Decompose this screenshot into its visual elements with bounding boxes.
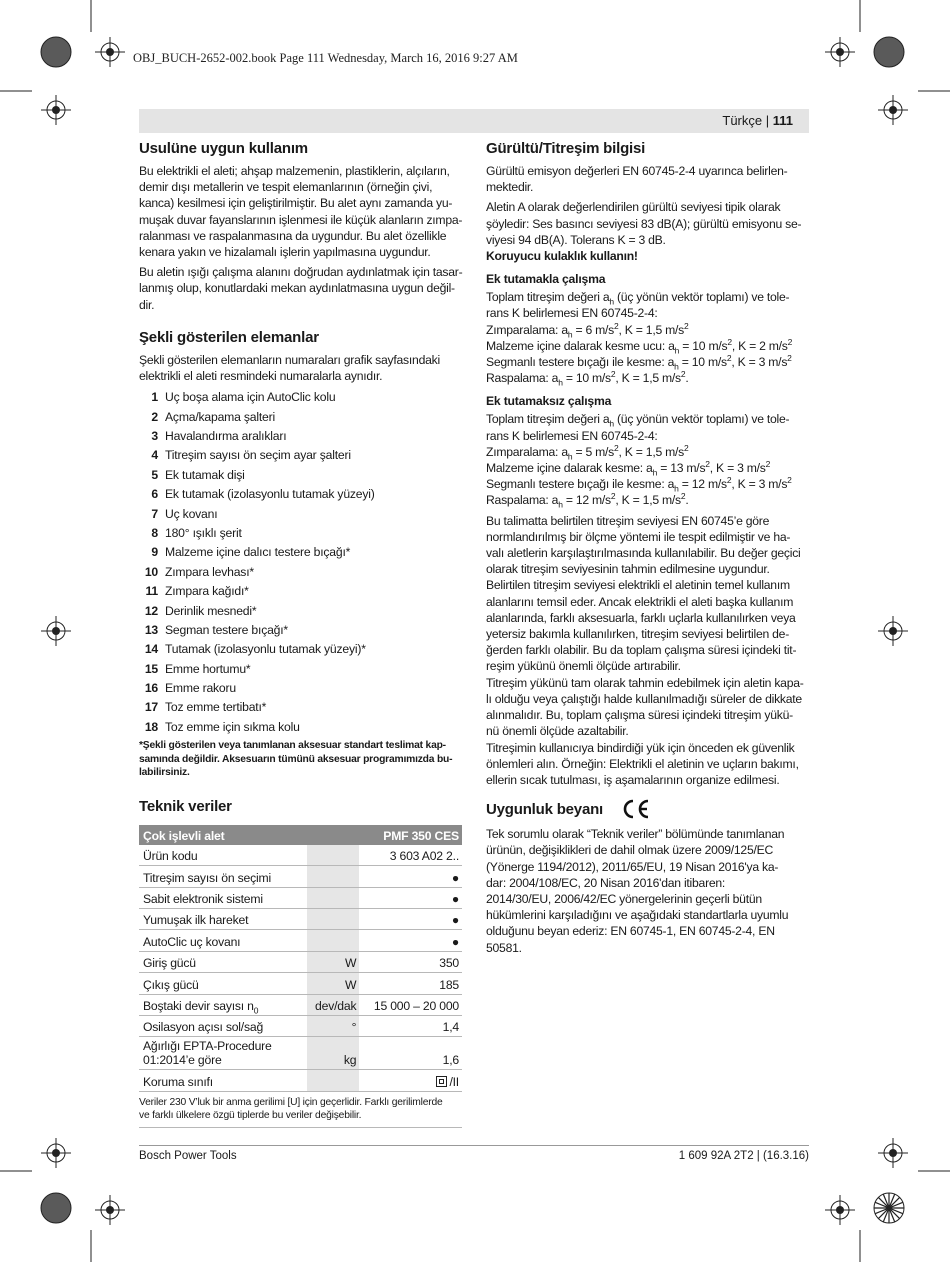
specs-head-unit: [307, 825, 359, 845]
text-line: lı olduğu veya çalıştığı halde kullanılmadığı süreler de dikkate: [486, 691, 802, 706]
spec-label-text: Sabit elektronik sistemi: [143, 891, 263, 906]
text-line: dar: 2004/108/EC, 20 Nisan 2016'dan itibaren:: [486, 875, 726, 890]
spec-label-text: Koruma sınıfı: [143, 1074, 213, 1089]
superscript: 2: [726, 352, 732, 363]
text-line: nü önemli ölçüde azaltabilir.: [486, 724, 629, 739]
text-fragment: , K = 3 m/s: [709, 461, 766, 476]
header-separator: |: [762, 113, 773, 128]
vibration-values: [486, 411, 809, 508]
component-item: [139, 621, 462, 640]
vibration-row: [486, 460, 809, 476]
component-label: Segman testere bıçağı*: [165, 622, 288, 637]
component-label: Ek tutamak dişi: [165, 467, 245, 482]
spec-value: ●: [359, 908, 462, 929]
component-number: 14: [144, 642, 158, 657]
components-heading: Şekli gösterilen elemanlar: [139, 328, 319, 346]
text-line: alanlarında, farklı aksesuarla, farklı uçlarla kullanılırken veya: [486, 610, 796, 625]
ce-mark-icon: [621, 798, 651, 820]
text-line: ve farklı ülkelere özgü tiplerde bu veriler değişebilir.: [139, 1110, 362, 1122]
superscript: 2: [610, 491, 616, 502]
subscript: h: [558, 499, 563, 510]
specs-row: [139, 845, 462, 866]
spec-unit: dev/dak: [307, 994, 359, 1015]
component-number: 6: [151, 487, 158, 502]
text-line: kenara yakın ve hizalamalı işlerin yapılmasına uygundur.: [139, 245, 431, 260]
component-number: 12: [144, 603, 158, 618]
text-fragment: , K = 1,5 m/s: [615, 371, 681, 386]
text-fragment: , K = 2 m/s: [731, 338, 788, 353]
vibration-subheading: Ek tutamaksız çalışma: [486, 394, 612, 409]
text-line: elektrikli el aleti resmindeki numaralarla aynıdır.: [139, 369, 383, 384]
spec-label-text: Çıkış gücü: [143, 977, 199, 992]
component-number: 13: [144, 622, 158, 637]
specs-row: [139, 908, 462, 929]
component-number: 17: [144, 700, 158, 715]
specs-table: [139, 825, 462, 1092]
conformity-text: [486, 826, 809, 956]
spec-unit: [307, 930, 359, 951]
protection-class-icon: [436, 1076, 447, 1087]
spec-unit: [307, 845, 359, 866]
superscript: 2: [684, 442, 689, 453]
component-number: 4: [151, 448, 158, 463]
spec-label-text: Osilasyon açısı sol/sağ: [143, 1020, 264, 1035]
component-label: Toz emme için sıkma kolu: [165, 719, 300, 734]
component-item: [139, 660, 462, 679]
header-language: Türkçe: [722, 113, 763, 128]
text-fragment: Segmanlı testere bıçağı ile kesme: a: [486, 477, 675, 492]
text-fragment: , K = 3 m/s: [731, 477, 788, 492]
text-line: demir dışı metallerin ve tespit elemanlarının (örneğin çivi,: [139, 180, 433, 195]
component-number: 9: [151, 545, 158, 560]
text-fragment: = 10 m/s: [679, 338, 728, 353]
superscript: 2: [787, 336, 793, 347]
component-number: 2: [151, 409, 158, 424]
text-line: labilirsiniz.: [139, 767, 190, 779]
text-line: 2014/30/EU, 2006/42/EC yönergelerinin geçerli bütün: [486, 891, 762, 906]
subscript: h: [674, 361, 679, 372]
superscript: 2: [787, 352, 792, 363]
vibration-row: [486, 338, 809, 354]
spec-label-text: AutoClic uç kovanı: [143, 934, 241, 949]
spec-label-subscript: 0: [253, 1005, 259, 1016]
spec-label-text: Titreşim sayısı ön seçimi: [143, 870, 271, 885]
text-line: [486, 411, 809, 427]
spec-unit: [307, 908, 359, 929]
text-fragment: Toplam titreşim değeri a: [486, 412, 610, 427]
text-line: samında değildir. Aksesuarın tümünü aksesuar programımızda bu-: [139, 753, 453, 765]
hearing-protection-warning: Koruyucu kulaklık kullanın!: [486, 249, 638, 264]
vibration-row: [486, 354, 809, 370]
spec-value: 350: [359, 951, 462, 972]
text-line: *Şekli gösterilen veya tanımlanan aksesuar standart teslimat kap-: [139, 740, 446, 752]
superscript: 2: [705, 458, 710, 469]
component-label: Derinlik mesnedi*: [165, 603, 257, 618]
text-fragment: = 6 m/s: [572, 322, 615, 337]
component-number: 15: [144, 661, 158, 676]
component-label: Zımpara kağıdı*: [165, 584, 249, 599]
specs-row: [139, 994, 462, 1015]
component-item: [139, 698, 462, 717]
usage-paragraph-2: [139, 264, 462, 313]
text-line: reşim yükünü önemli ölçüde artırabilir.: [486, 659, 681, 674]
text-line: mektedir.: [486, 180, 534, 195]
text-line: Bu talimatta belirtilen titreşim seviyesi EN 60745’e göre: [486, 513, 770, 528]
component-item: [139, 602, 462, 621]
specs-note: [139, 1096, 462, 1128]
component-item: [139, 543, 462, 562]
component-number: 1: [151, 390, 158, 405]
text-fragment: , K = 1,5 m/s: [615, 493, 681, 508]
left-column: [139, 140, 462, 1128]
text-fragment: Raspalama: a: [486, 371, 559, 386]
spec-value: ●: [359, 866, 462, 887]
spec-label: [139, 1037, 307, 1070]
text-fragment: Raspalama: a: [486, 493, 559, 508]
text-fragment: , K = 1,5 m/s: [618, 322, 685, 337]
specs-row: [139, 930, 462, 951]
book-info-line: OBJ_BUCH-2652-002.book Page 111 Wednesday, March 16, 2016 9:27 AM: [133, 51, 518, 65]
text-line: [486, 289, 809, 305]
text-line: ellerin sıcak tutulması, iş aşamalarının organize edilmesi.: [486, 772, 780, 787]
component-label: Zımpara levhası*: [165, 564, 254, 579]
superscript: 2: [684, 320, 689, 331]
subscript: h: [609, 296, 614, 307]
superscript: 2: [614, 320, 619, 331]
superscript: 2: [610, 369, 616, 380]
text-line: Titreşim yükünü tam olarak tahmin edebilmek için aletin kapa-: [486, 675, 804, 690]
superscript: 2: [787, 475, 792, 486]
spec-value: 185: [359, 973, 462, 994]
superscript: 2: [614, 442, 619, 453]
text-line: (Yönerge 1194/2012), 2011/65/EU, 19 Nisan 2016'ya ka-: [486, 859, 779, 874]
text-fragment: .: [685, 371, 689, 386]
spec-label: [139, 994, 307, 1015]
component-label: Havalandırma aralıkları: [165, 429, 287, 444]
component-item: [139, 679, 462, 698]
conformity-heading: [486, 798, 809, 820]
specs-row: [139, 887, 462, 908]
spec-label: [139, 951, 307, 972]
subscript: h: [609, 418, 614, 429]
with-handle-section: [486, 272, 809, 386]
subscript: h: [567, 329, 573, 340]
text-line: ürünün, değişiklikleri de dahil olmak üzere 2009/125/EC: [486, 843, 774, 858]
component-number: 3: [151, 429, 158, 444]
specs-row: [139, 973, 462, 994]
vibration-explanation: [486, 513, 809, 788]
component-label: Uç boşa alama için AutoClic kolu: [165, 390, 336, 405]
text-fragment: = 12 m/s: [562, 493, 611, 508]
usage-heading: Usulüne uygun kullanım: [139, 140, 308, 157]
component-number: 8: [151, 525, 158, 540]
component-item: [139, 388, 462, 407]
text-fragment: = 10 m/s: [562, 371, 611, 386]
specs-row: [139, 1015, 462, 1036]
vibration-row: [486, 322, 809, 338]
spec-value: ●: [359, 930, 462, 951]
component-item: [139, 563, 462, 582]
text-line: Titreşimin kullanıcıya bindirdiği yük için önceden ek güvenlik: [486, 740, 795, 755]
spec-label: [139, 908, 307, 929]
vibration-row: [486, 444, 809, 460]
components-intro: [139, 352, 462, 384]
spec-label-text: Yumuşak ilk hareket: [143, 913, 249, 928]
spec-label: [139, 973, 307, 994]
text-line: rans K belirlemesi EN 60745-2-4:: [486, 306, 658, 321]
text-line: olduğunu beyan ederiz: EN 60745-1, EN 60745-2-4, EN: [486, 924, 775, 939]
specs-row: [139, 1070, 462, 1091]
spec-value: 15 000 – 20 000: [359, 994, 462, 1015]
component-item: [139, 524, 462, 543]
spec-value: [359, 1070, 462, 1091]
noise-paragraph-1: [486, 163, 809, 195]
text-line: Bu elektrikli el aleti; ahşap malzemenin, plastiklerin, alçıların,: [139, 164, 450, 178]
component-item: [139, 485, 462, 504]
superscript: 2: [726, 475, 732, 486]
specs-header-row: [139, 825, 462, 845]
spec-unit: W: [307, 973, 359, 994]
footer-rule: [139, 1145, 809, 1146]
spec-label: [139, 1070, 307, 1091]
header-band: [139, 109, 809, 133]
text-fragment: , K = 3 m/s: [731, 355, 788, 370]
spec-label-text: Boştaki devir sayısı n: [143, 998, 254, 1013]
component-number: 10: [144, 564, 158, 579]
spec-unit: kg: [307, 1037, 359, 1070]
text-fragment: .: [685, 493, 689, 508]
text-line: Belirtilen titreşim seviyesi elektrikli el aletinin temel kullanım: [486, 578, 790, 593]
text-fragment: Zımparalama: a: [486, 444, 568, 459]
superscript: 2: [765, 458, 771, 469]
text-line: Tek sorumlu olarak “Teknik veriler” bölümünde tanımlanan: [486, 827, 785, 842]
spec-unit: [307, 866, 359, 887]
spec-unit: [307, 887, 359, 908]
text-fragment: = 12 m/s: [678, 477, 727, 492]
component-item: [139, 582, 462, 601]
text-fragment: (üç yönün vektör toplamı) ve tole-: [613, 290, 790, 305]
right-column: [486, 140, 809, 960]
text-line: valı aletlerin karşılaştırılmasında kullanılabilir. Bu değer geçici: [486, 546, 801, 561]
text-line: kanca) kesilmesi için geliştirilmiştir. Bu alet aynı zamanda yu-: [139, 196, 453, 211]
vibration-values: [486, 289, 809, 386]
text-fragment: = 10 m/s: [678, 355, 727, 370]
spec-value-text: /II: [449, 1074, 459, 1089]
spec-label-text: Ürün kodu: [143, 849, 198, 864]
text-fragment: Segmanlı testere bıçağı ile kesme: a: [486, 355, 675, 370]
text-line: ralanması ve raspalanmasına da uygundur. Bu alet özellikle: [139, 228, 447, 243]
noise-paragraph-2: [486, 199, 809, 264]
superscript: 2: [680, 491, 686, 502]
text-fragment: Malzeme içine dalarak kesme: a: [486, 461, 653, 476]
text-fragment: Malzeme içine dalarak kesme ucu: a: [486, 338, 675, 353]
spec-value: 1,4: [359, 1015, 462, 1036]
spec-label: [139, 866, 307, 887]
specs-head-label: Çok işlevli alet: [139, 825, 307, 845]
superscript: 2: [680, 369, 686, 380]
accessory-note: [139, 739, 462, 780]
subscript: h: [674, 345, 680, 356]
spec-label: [139, 845, 307, 866]
page-header: [722, 113, 793, 128]
specs-head-value: PMF 350 CES: [359, 825, 462, 845]
text-line: yetersiz bakımla kullanılırken, titreşim seviyesi belirtilen de-: [486, 627, 790, 642]
text-line: dir.: [139, 297, 155, 312]
vibration-row: [486, 370, 809, 386]
spec-unit: °: [307, 1015, 359, 1036]
text-line: Bu aletin ışığı çalışma alanını doğrudan aydınlatmak için tasar-: [139, 265, 463, 280]
spec-label-text: Ağırlığı EPTA-Procedure: [143, 1039, 272, 1054]
text-fragment: = 5 m/s: [572, 444, 615, 459]
text-fragment: (üç yönün vektör toplamı) ve tole-: [613, 412, 790, 427]
spec-label-text: Giriş gücü: [143, 956, 196, 971]
component-item: [139, 640, 462, 659]
text-line: şöyledir: Ses basıncı seviyesi 83 dB(A); gürültü emisyonu se-: [486, 216, 802, 231]
component-label: Açma/kapama şalteri: [165, 409, 275, 424]
vibration-subheading: Ek tutamakla çalışma: [486, 272, 606, 287]
spec-label-text: 01:2014’e göre: [143, 1053, 222, 1068]
text-line: önlemleri alın. Örneğin: Elektrikli el aletinin ve uçların bakımı,: [486, 756, 799, 771]
spec-unit: W: [307, 951, 359, 972]
text-line: Şekli gösterilen elemanların numaraları grafik sayfasındaki: [139, 352, 440, 367]
text-line: olarak titreşim seviyesinin tahmin edilmesine uygundur.: [486, 562, 770, 577]
text-line: Aletin A olarak değerlendirilen gürültü seviyesi tipik olarak: [486, 200, 781, 215]
conformity-heading-text: Uygunluk beyanı: [486, 801, 604, 819]
component-label: Ek tutamak (izolasyonlu tutamak yüzeyi): [165, 487, 375, 502]
component-label: Malzeme içine dalıcı testere bıçağı*: [165, 545, 351, 560]
spec-label: [139, 1015, 307, 1036]
vibration-row: [486, 476, 809, 492]
superscript: 2: [727, 336, 732, 347]
text-line: alınmalıdır. Bu, toplam çalışma süresi içindeki titreşim yükü-: [486, 708, 793, 723]
specs-row: [139, 951, 462, 972]
component-number: 5: [151, 467, 158, 482]
component-label: Emme rakoru: [165, 681, 236, 696]
page-number: 111: [772, 113, 793, 128]
noise-heading: Gürültü/Titreşim bilgisi: [486, 140, 646, 157]
usage-paragraph-1: [139, 163, 462, 260]
text-fragment: Zımparalama: a: [486, 322, 568, 337]
spec-value: 3 603 A02 2..: [359, 845, 462, 866]
text-line: ğerden farklı olabilir. Bu da toplam çalışma süresi içindeki tit-: [486, 643, 797, 658]
component-number: 16: [144, 681, 158, 696]
text-line: Gürültü emisyon değerleri EN 60745-2-4 uyarınca belirlen-: [486, 164, 788, 178]
specs-row: [139, 866, 462, 887]
footer-code: 1 609 92A 2T2 | (16.3.16): [678, 1150, 809, 1162]
component-label: Tutamak (izolasyonlu tutamak yüzeyi)*: [165, 642, 366, 657]
text-line: alanlarını temsil eder. Ancak elektrikli el aleti başka kullanım: [486, 594, 794, 609]
subscript: h: [652, 467, 658, 478]
spec-value: 1,6: [359, 1037, 462, 1070]
subscript: h: [558, 377, 563, 388]
component-item: [139, 466, 462, 485]
text-line: lanmış olup, konutlardaki mekan aydınlatmasına uygun değil-: [139, 281, 455, 296]
specs-heading: Teknik veriler: [139, 797, 232, 815]
text-line: viyesi 94 dB(A). Tolerans K = 3 dB.: [486, 232, 666, 247]
component-item: [139, 505, 462, 524]
component-item: [139, 446, 462, 465]
subscript: h: [567, 451, 573, 462]
component-number: 11: [145, 584, 158, 599]
component-item: [139, 427, 462, 446]
footer-brand: Bosch Power Tools: [139, 1150, 237, 1162]
text-line: Veriler 230 V’luk bir anma gerilimi [U] için geçerlidir. Farklı gerilimlerde: [139, 1096, 443, 1108]
component-label: 180° ışıklı şerit: [165, 525, 242, 540]
text-line: rans K belirlemesi EN 60745-2-4:: [486, 428, 658, 443]
component-item: [139, 408, 462, 427]
text-fragment: = 13 m/s: [657, 461, 706, 476]
component-label: Toz emme tertibatı*: [165, 700, 267, 715]
text-line: 50581.: [486, 940, 522, 955]
text-line: muşak duvar fayanslarının işlenmesi ile küçük alanların zımpa-: [139, 212, 463, 227]
text-fragment: , K = 1,5 m/s: [618, 444, 685, 459]
subscript: h: [674, 483, 679, 494]
vibration-row: [486, 492, 809, 508]
spec-value: ●: [359, 887, 462, 908]
text-line: normlandırılmış bir ölçme yöntemi ile tespit edilmiştir ve ha-: [486, 529, 791, 544]
spec-unit: [307, 1070, 359, 1091]
specs-row: [139, 1037, 462, 1070]
without-handle-section: [486, 394, 809, 508]
spec-label: [139, 930, 307, 951]
component-number: 7: [151, 506, 158, 521]
text-line: hükümlerini karşıladığını ve aşağıdaki standartlarla uyumlu: [486, 908, 789, 923]
component-label: Uç kovanı: [165, 506, 218, 521]
component-number: 18: [144, 719, 158, 734]
component-label: Titreşim sayısı ön seçim ayar şalteri: [165, 448, 351, 463]
text-fragment: Toplam titreşim değeri a: [486, 290, 610, 305]
spec-label: [139, 887, 307, 908]
component-label: Emme hortumu*: [165, 661, 251, 676]
component-item: [139, 718, 462, 737]
components-list: [139, 388, 462, 737]
